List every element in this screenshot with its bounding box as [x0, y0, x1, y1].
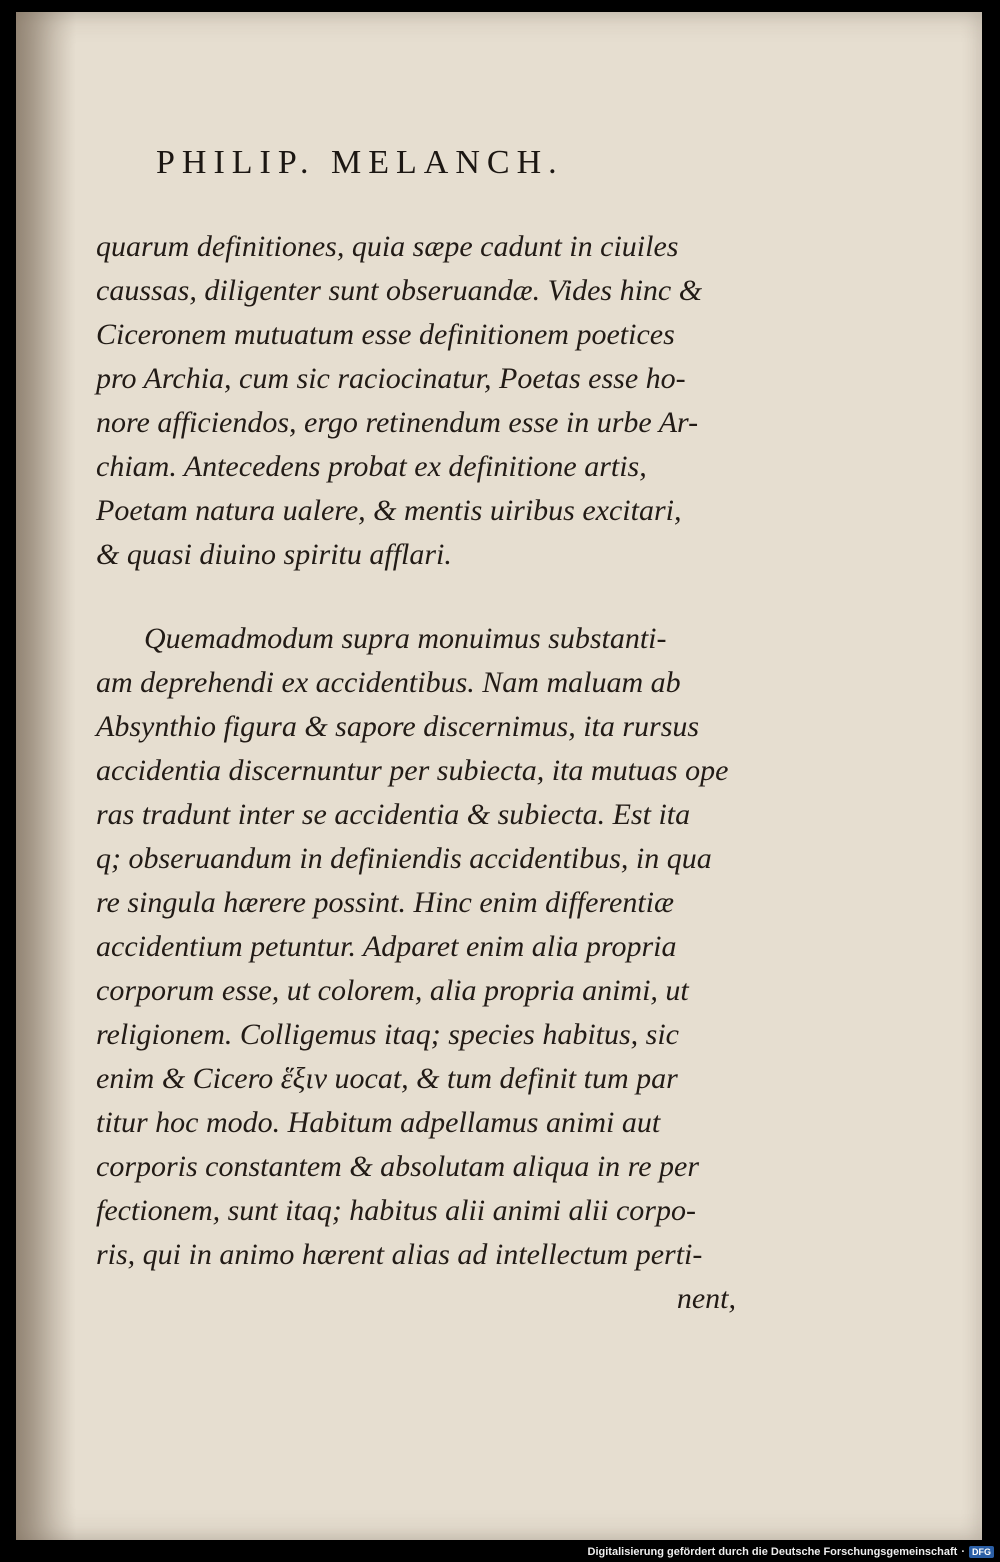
- text-line: nore afficiendos, ergo retinendum esse in urbe Ar-: [96, 406, 699, 439]
- text-line: accidentium petuntur. Adparet enim alia propria: [96, 930, 677, 963]
- credit-text: Digitalisierung gefördert durch die Deutsche Forschungsgemeinschaft: [587, 1546, 958, 1558]
- text-line: Poetam natura ualere, & mentis uiribus excitari,: [96, 494, 682, 527]
- text-line: chiam. Antecedens probat ex definitione artis,: [96, 450, 647, 483]
- text-line: accidentia discernuntur per subiecta, ita mutuas ope: [96, 754, 729, 787]
- text-line: re singula hærere possint. Hinc enim differentiæ: [96, 886, 675, 919]
- text-line: fectionem, sunt itaq; habitus alii animi alii corpo-: [96, 1194, 696, 1227]
- running-header: PHILIP. MELANCH.: [156, 144, 564, 181]
- text-line: quarum definitiones, quia sæpe cadunt in ciuiles: [96, 230, 679, 263]
- dfg-logo-icon: DFG: [969, 1546, 994, 1558]
- text-line: Ciceronem mutuatum esse definitionem poetices: [96, 318, 675, 351]
- text-line: pro Archia, cum sic raciocinatur, Poetas esse ho-: [96, 362, 686, 395]
- book-page: [16, 12, 982, 1540]
- text-line: q; obseruandum in definiendis accidentibus, in qua: [96, 842, 712, 875]
- page-gutter-shadow: [16, 12, 76, 1540]
- text-line: corporis constantem & absolutam aliqua in re per: [96, 1150, 700, 1183]
- text-line: caussas, diligenter sunt obseruandæ. Vides hinc &: [96, 274, 703, 307]
- text-line: & quasi diuino spiritu afflari.: [96, 538, 452, 571]
- text-line: corporum esse, ut colorem, alia propria animi, ut: [96, 974, 689, 1007]
- catchword: nent,: [676, 1282, 736, 1315]
- text-line: religionem. Colligemus itaq; species habitus, sic: [96, 1018, 679, 1051]
- digitization-credit: [588, 1546, 994, 1558]
- text-line: Absynthio figura & sapore discernimus, ita rursus: [96, 710, 700, 743]
- text-line: enim & Cicero ἕξιν uocat, & tum definit tum par: [96, 1062, 678, 1095]
- text-line: ris, qui in animo hærent alias ad intellectum perti-: [96, 1238, 703, 1271]
- text-line: am deprehendi ex accidentibus. Nam maluam ab: [96, 666, 681, 699]
- text-line: Quemadmodum supra monuimus substanti-: [144, 622, 667, 655]
- credit-separator: ·: [961, 1546, 965, 1558]
- text-line: titur hoc modo. Habitum adpellamus animi aut: [96, 1106, 661, 1139]
- text-line: ras tradunt inter se accidentia & subiecta. Est ita: [96, 798, 691, 831]
